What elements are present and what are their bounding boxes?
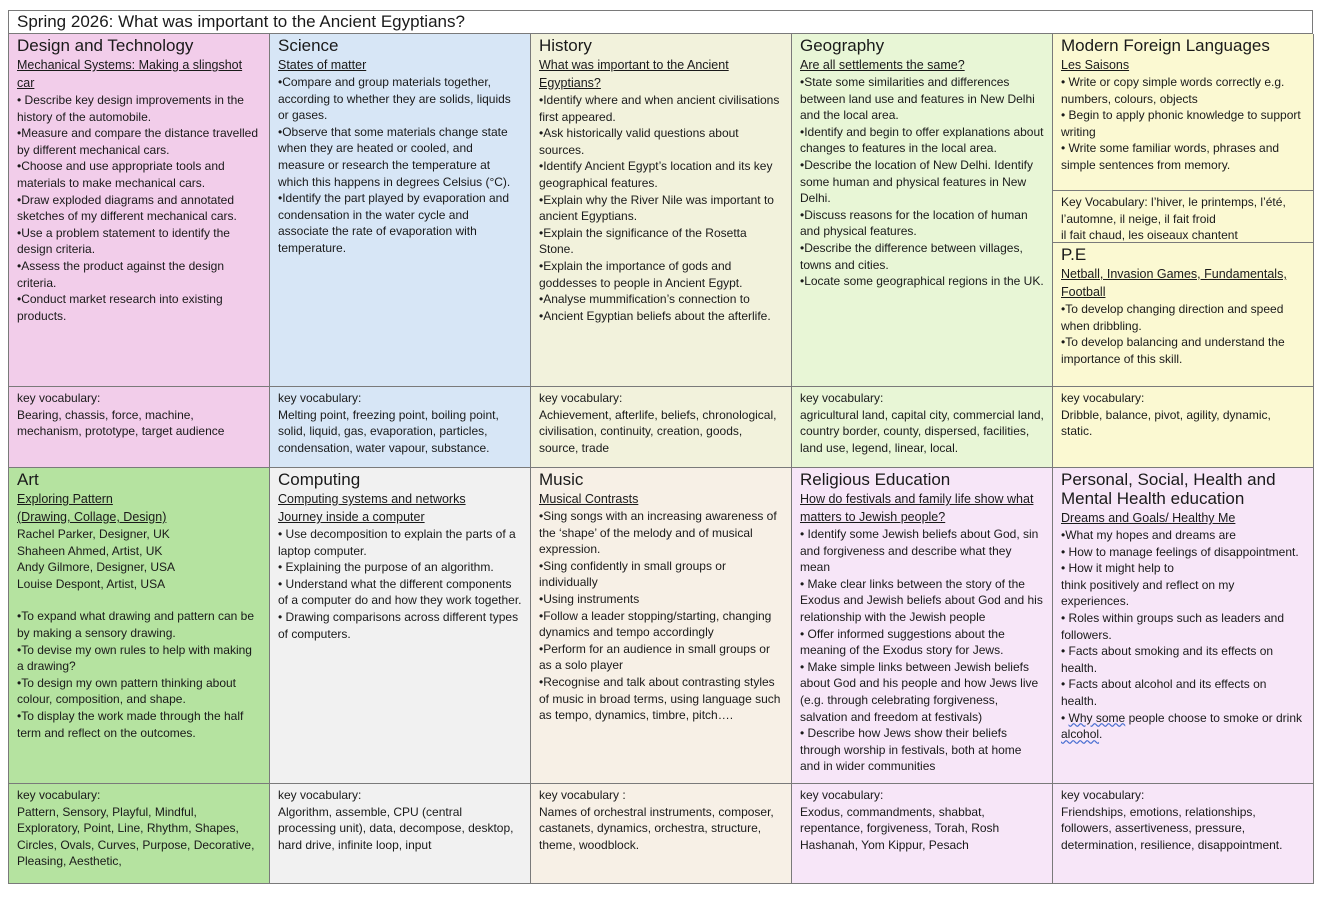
mfl-vocab-cell [1053,191,1314,243]
history-vocab-cell [531,387,792,468]
dt-vocab-cell [9,387,270,468]
artist-list: Rachel Parker, Designer, UK Shaheen Ahmed, Artist, UK Andy Gilmore, Designer, USA Louise Despont, Artist, USA [17,527,176,591]
subject-title: Music [539,470,584,489]
key-vocabulary: key vocabulary: Friendships, emotions, relationships, followers, assertiveness, pressure, determination, resilience, disappointment. [1061,788,1283,852]
art-vocab-cell [9,784,270,884]
topic-title: Are all settlements the same? [800,58,965,72]
point-text: people choose to smoke or drink [1125,710,1302,725]
pshe-vocab-cell [1053,784,1314,884]
geography-vocab-cell [792,387,1053,468]
subject-title: Geography [800,36,885,55]
topic-title: Computing systems and networks Journey inside a computer [278,492,466,524]
spellcheck-word: alcohol [1061,727,1100,742]
learning-points: •What my hopes and dreams are • How to manage feelings of disappointment. • How it might help to think positively and reflect on my experiences. • Roles within groups such as leaders and followers. • Facts about smoking and its effects on health. • Facts about alcohol and its effects on health. [1061,528,1299,708]
learning-point-last [1061,710,1305,743]
curriculum-overview-table [8,10,1313,884]
point-end: . [1099,727,1103,742]
art-cell [9,468,270,784]
topic-title: What was important to the Ancient Egyptians? [539,58,729,90]
learning-points: • Describe key design improvements in the history of the automobile. •Measure and compare the distance travelled by different mechanical cars. •Choose and use appropriate tools and materials to make mechanical cars. •Draw exploded diagrams and annotated sketches of my different mechanical cars. •Use a problem statement to identify the design criteria. •Assess the product against the design criteria. •Conduct market research into existing products. [17,93,259,323]
pshe-cell [1053,468,1314,784]
subject-title: Art [17,470,39,489]
re-cell [792,468,1053,784]
learning-points: • Write or copy simple words correctly e.g. numbers, colours, objects • Begin to apply phonic knowledge to support writing • Write some familiar words, phrases and simple sentences from memory. [1061,75,1301,172]
key-vocabulary: key vocabulary: Dribble, balance, pivot, agility, dynamic, static. [1061,391,1271,439]
key-vocabulary: Key Vocabulary: l’hiver, le printemps, l’été, l’automne, il neige, il fait froid il fait chaud, les oiseaux chantent [1061,195,1286,243]
science-cell [270,34,531,387]
topic-title: Netball, Invasion Games, Fundamentals, Football [1061,267,1287,299]
subject-title: Design and Technology [17,36,194,55]
subject-title: P.E [1061,245,1087,264]
subject-title: History [539,36,592,55]
music-cell [531,468,792,784]
subject-title: Science [278,36,339,55]
computing-vocab-cell [270,784,531,884]
key-vocabulary: key vocabulary: Melting point, freezing point, boiling point, solid, liquid, gas, evaporation, particles, condensation, water vapour, substance. [278,391,499,455]
learning-points: • Use decomposition to explain the parts of a laptop computer. • Explaining the purpose of an algorithm. • Understand what the different components of a computer do and how they work together. • Drawing comparisons across different types of computers. [278,527,522,641]
key-vocabulary: key vocabulary: Achievement, afterlife, beliefs, chronological, civilisation, continuity, creation, goods, source, trade [539,391,777,455]
topic-title: Les Saisons [1061,58,1130,72]
geography-cell [792,34,1053,387]
learning-points: •State some similarities and differences between land use and features in New Delhi and the local area. •Identify and begin to offer explanations about changes to features in the local area. •Describe the location of New Delhi. Identify some human and physical features in New Delhi. •Discuss reasons for the location of human and physical features. •Describe the difference between villages, towns and cities. •Locate some geographical regions in the UK. [800,75,1044,289]
bullet-prefix: • [1061,710,1069,725]
re-vocab-cell [792,784,1053,884]
key-vocabulary: key vocabulary: Algorithm, assemble, CPU (central processing unit), data, decompose, desktop, hard drive, infinite loop, input [278,788,514,852]
dt-cell [9,34,270,387]
spacer [17,592,261,608]
history-cell [531,34,792,387]
key-vocabulary: key vocabulary: Pattern, Sensory, Playful, Mindful, Exploratory, Point, Line, Rhythm, Shapes, Circles, Ovals, Curves, Purpose, Decorative, Pleasing, Aesthetic, [17,788,255,869]
subject-title: Modern Foreign Languages [1061,36,1270,55]
learning-points: •Compare and group materials together, according to whether they are solids, liquids or gases. •Observe that some materials change state when they are heated or cooled, and measure or research the temperature at which this happens in degrees Celsius (°C). •Identify the part played by evaporation and condensation in the water cycle and associate the rate of evaporation with temperature. [278,75,511,255]
learning-points: •To develop changing direction and speed when dribbling. •To develop balancing and understand the importance of this skill. [1061,302,1285,366]
topic-title: Mechanical Systems: Making a slingshot car [17,58,243,90]
music-vocab-cell [531,784,792,884]
spellcheck-word: Why some [1068,710,1126,725]
subject-title: Computing [278,470,361,489]
pe-cell [1053,243,1314,387]
mfl-cell [1053,34,1314,191]
topic-title: Exploring Pattern (Drawing, Collage, Design) [17,492,167,524]
science-vocab-cell [270,387,531,468]
key-vocabulary: key vocabulary: Bearing, chassis, force, machine, mechanism, prototype, target audience [17,391,225,439]
key-vocabulary: key vocabulary: agricultural land, capital city, commercial land, country border, county, dispersed, facilities, land use, legend, linear, local. [800,391,1044,455]
key-vocabulary: key vocabulary: Exodus, commandments, shabbat, repentance, forgiveness, Torah, Rosh Hashanah, Yom Kippur, Pesach [800,788,1000,852]
learning-points: •To expand what drawing and pattern can be by making a sensory drawing. •To devise my own rules to help with making a drawing? •To design my own pattern thinking about colour, composition, and shape. •To display the work made through the half term and reflect on the outcomes. [17,609,255,740]
topic-title: Musical Contrasts [539,492,639,506]
page-title: Spring 2026: What was important to the Ancient Egyptians? [9,11,1312,34]
subject-title: Religious Education [800,470,951,489]
topic-title: How do festivals and family life show what matters to Jewish people? [800,492,1034,524]
learning-points: •Identify where and when ancient civilisations first appeared. •Ask historically valid questions about sources. •Identify Ancient Egypt’s location and its key geographical features. •Explain why the River Nile was important to ancient Egyptians. •Explain the significance of the Rosetta Stone. •Explain the importance of gods and goddesses to people in Ancient Egypt. •Analyse mummification’s connection to •Ancient Egyptian beliefs about the afterlife. [539,93,780,323]
computing-cell [270,468,531,784]
pe-vocab-cell [1053,387,1314,468]
learning-points: • Identify some Jewish beliefs about God, sin and forgiveness and describe what they mean • Make clear links between the story of the Exodus and Jewish beliefs about God and his relationship with the Jewish people • Offer informed suggestions about the meaning of the Exodus story for Jews. • Make simple links between Jewish beliefs about God and his people and how Jews live (e.g. through celebrating forgiveness, salvation and freedom at festivals) • Describe how Jews show their beliefs through worship in festivals, both at home and in wider communities [800,527,1043,774]
topic-title: Dreams and Goals/ Healthy Me [1061,511,1236,525]
topic-title: States of matter [278,58,367,72]
subject-title: Personal, Social, Health and Mental Health education [1061,470,1276,508]
learning-points: •Sing songs with an increasing awareness of the ‘shape’ of the melody and of musical expression. •Sing confidently in small groups or individually •Using instruments •Follow a leader stopping/starting, changing dynamics and tempo accordingly •Perform for an audience in small groups or as a solo player •Recognise and talk about contrasting styles of music in broad terms, using language such as tempo, dynamics, timbre, pitch…. [539,509,781,723]
key-vocabulary: key vocabulary : Names of orchestral instruments, composer, castanets, dynamics, orchestra, structure, theme, woodblock. [539,788,774,852]
